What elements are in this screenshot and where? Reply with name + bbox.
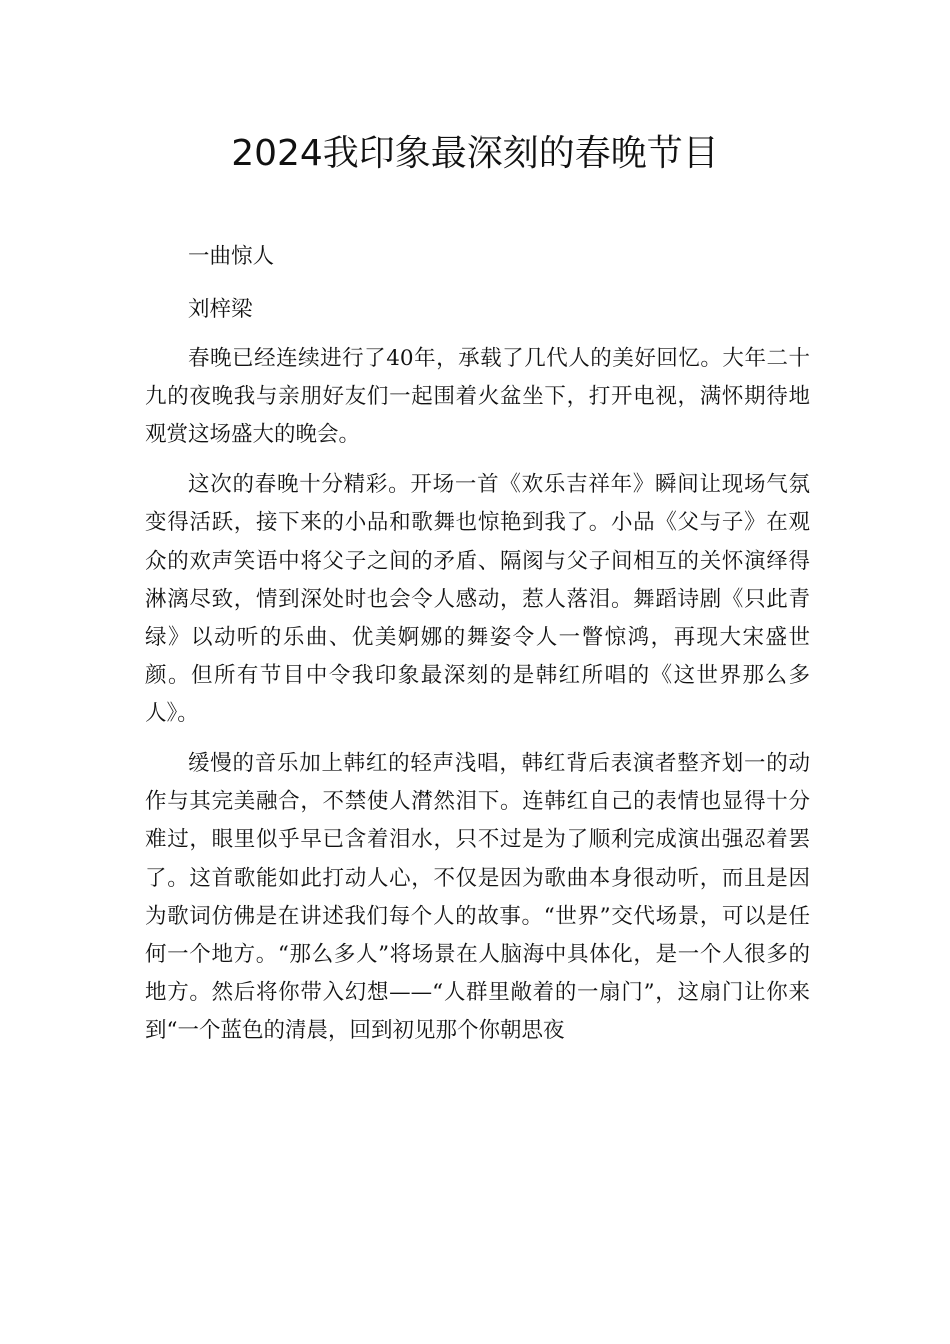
body-paragraph: 这次的春晚十分精彩。开场一首《欢乐吉祥年》瞬间让现场气氛变得活跃，接下来的小品和歌舞也惊艳到我了。小品《父与子》在观众的欢声笑语中将父子之间的矛盾、隔阂与父子间相互的关怀演绎得淋漓尽致，情到深处时也会令人感动，惹人落泪。舞蹈诗剧《只此青绿》以动听的乐曲、优美婀娜的舞姿令人一瞥惊鸿，再现大宋盛世颜。但所有节目中令我印象最深刻的是韩红所唱的《这世界那么多人》。 [145, 472, 810, 727]
body-paragraph: 缓慢的音乐加上韩红的轻声浅唱，韩红背后表演者整齐划一的动作与其完美融合，不禁使人潸然泪下。连韩红自己的表情也显得十分难过，眼里似乎早已含着泪水，只不过是为了顺利完成演出强忍着罢了。这首歌能如此打动人心，不仅是因为歌曲本身很动听，而且是因为歌词仿佛是在讲述我们每个人的故事。“世界”交代场景，可以是任何一个地方。“那么多人”将场景在人脑海中具体化，是一个人很多的地方。然后将你带入幻想——“人群里敞着的一扇门”，这扇门让你来到“一个蓝色的清晨，回到初见那个你朝思夜 [145, 751, 810, 1044]
document-subtitle: 一曲惊人 [188, 244, 275, 269]
document-author: 刘梓梁 [188, 297, 253, 322]
document-body [145, 230, 810, 1051]
document-title: 2024我印象最深刻的春晚节目 [231, 133, 719, 174]
body-paragraph: 春晚已经连续进行了40年，承载了几代人的美好回忆。大年二十九的夜晚我与亲朋好友们一起围着火盆坐下，打开电视，满怀期待地观赏这场盛大的晚会。 [145, 346, 810, 448]
